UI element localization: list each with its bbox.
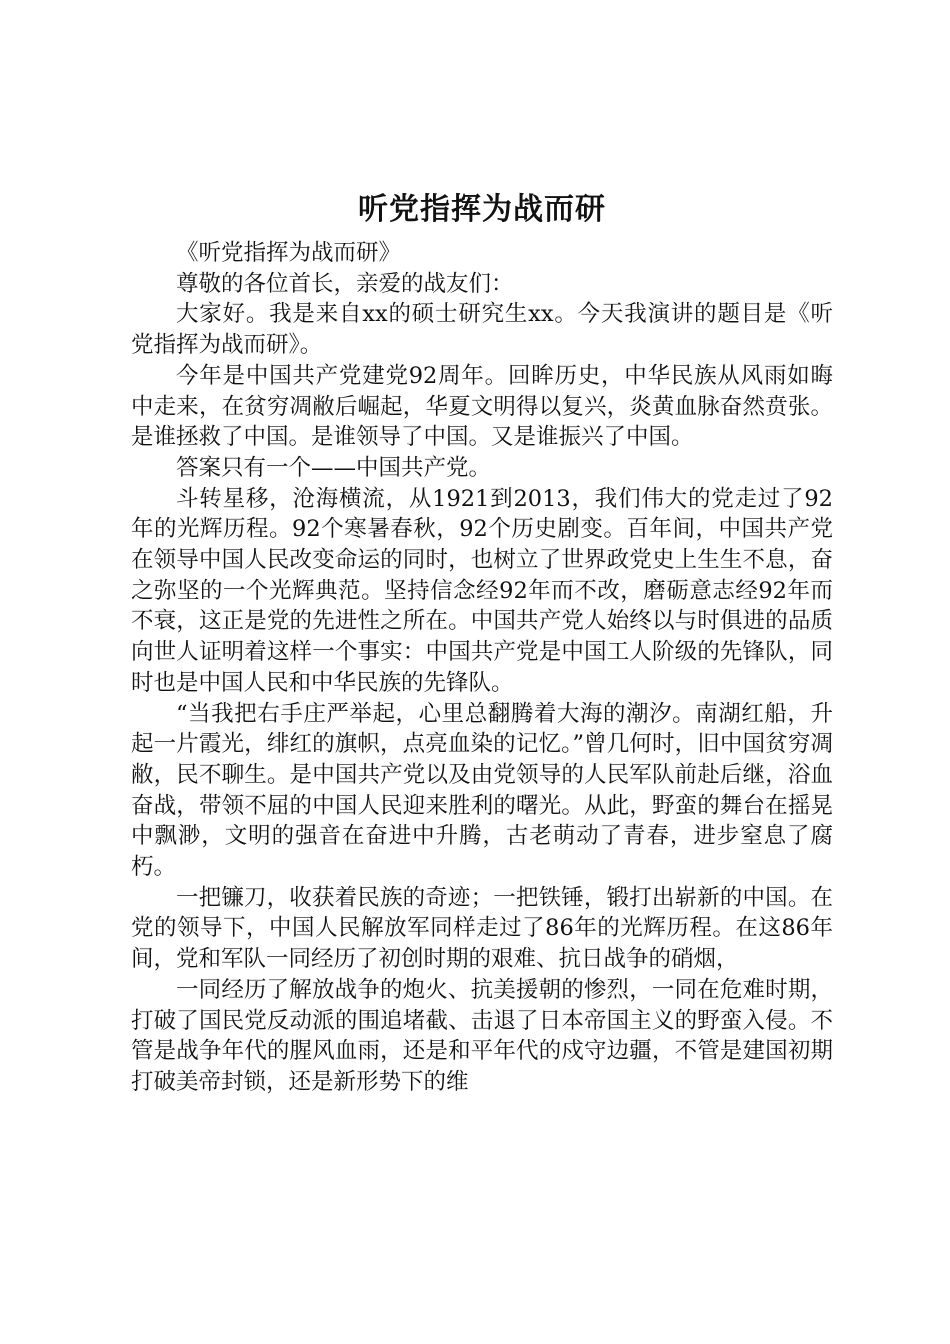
paragraph-quote: “当我把右手庄严举起，心里总翻腾着大海的潮汐。南湖红船，升起一片霞光，绯红的旗帜，点亮血染的记忆。”曾几何时，旧中国贫穷凋敝，民不聊生。是中国共产党以及由党领导的人民军队前赴后继，浴血奋战，带领不屈的中国人民迎来胜利的曙光。从此，野蛮的舞台在摇晃中飘渺，文明的强音在奋进中升腾，古老萌动了青春，进步窒息了腐朽。 [131, 700, 833, 881]
paragraph-party-anniversary: 今年是中国共产党建党92周年。回眸历史，中华民族从风雨如晦中走来，在贫穷凋敝后崛起，华夏文明得以复兴，炎黄血脉奋然贲张。是谁拯救了中国。是谁领导了中国。又是谁振兴了中国。 [131, 362, 833, 451]
document-page [131, 182, 833, 1098]
paragraph-answer: 答案只有一个——中国共产党。 [176, 454, 492, 481]
paragraph-glorious-history: 斗转星移，沧海横流，从1921到2013，我们伟大的党走过了92年的光辉历程。92个寒暑春秋，92个历史剧变。百年间，中国共产党在领导中国人民改变命运的同时，也树立了世界政党史上生生不息，奋之弥坚的一个光辉典范。坚持信念经92年而不改，磨砺意志经92年而不衰，这正是党的先进性之所在。中国共产党人始终以与时俱进的品质向世人证明着这样一个事实：中国共产党是中国工人阶级的先锋队，同时也是中国人民和中华民族的先锋队。 [131, 485, 833, 696]
document-title: 听党指挥为战而研 [358, 192, 606, 227]
paragraph-sickle-hammer: 一把镰刀，收获着民族的奇迹；一把铁锤，锻打出崭新的中国。在党的领导下，中国人民解放军同样走过了86年的光辉历程。在这86年间，党和军队一同经历了初创时期的艰难、抗日战争的硝烟， [131, 884, 833, 973]
paragraph-greeting: 尊敬的各位首长，亲爱的战友们： [176, 270, 514, 297]
paragraph-speech-title: 《听党指挥为战而研》 [176, 240, 402, 266]
paragraph-introduction: 大家好。我是来自xx的硕士研究生xx。今天我演讲的题目是《听党指挥为战而研》。 [131, 301, 833, 359]
paragraph-shared-experience: 一同经历了解放战争的炮火、抗美援朝的惨烈，一同在危难时期，打破了国民党反动派的围追堵截、击退了日本帝国主义的野蛮入侵。不管是战争年代的腥风血雨，还是和平年代的戍守边疆，不管是建国初期打破美帝封锁，还是新形势下的维 [131, 976, 833, 1095]
